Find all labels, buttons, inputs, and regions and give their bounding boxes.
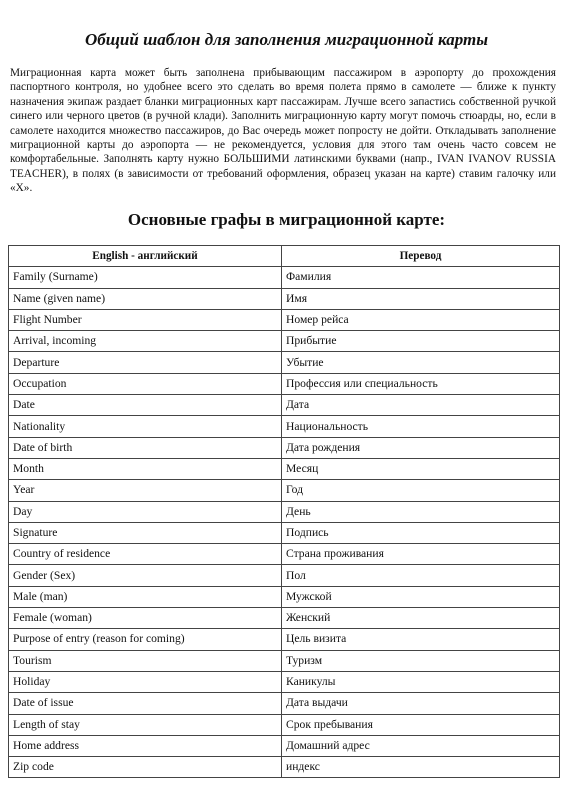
table-row [9,586,560,607]
table-row [9,309,560,330]
translation-cell: Дата [282,395,560,416]
table-row [9,331,560,352]
table-row [9,735,560,756]
translation-cell: Номер рейса [282,309,560,330]
english-term-cell: Female (woman) [9,608,282,629]
table-row [9,480,560,501]
table-row [9,522,560,543]
english-term-cell: Signature [9,522,282,543]
translation-cell: Туризм [282,650,560,671]
table-row [9,352,560,373]
translation-cell: Домашний адрес [282,735,560,756]
translation-cell: Дата выдачи [282,693,560,714]
table-body [9,267,560,778]
table-header-row [9,246,560,267]
table-row [9,416,560,437]
translation-cell: Срок пребывания [282,714,560,735]
english-term-cell: Nationality [9,416,282,437]
table-row [9,395,560,416]
translation-cell: Мужской [282,586,560,607]
translation-cell: Имя [282,288,560,309]
table-row [9,565,560,586]
translation-cell: Фамилия [282,267,560,288]
table-row [9,544,560,565]
table-row [9,458,560,479]
table-row [9,437,560,458]
english-term-cell: Tourism [9,650,282,671]
english-term-cell: Date of birth [9,437,282,458]
english-term-cell: Holiday [9,671,282,692]
table-row [9,757,560,778]
table-row [9,373,560,394]
english-term-cell: Year [9,480,282,501]
translation-cell: Убытие [282,352,560,373]
english-term-cell: Purpose of entry (reason for coming) [9,629,282,650]
column-header-translation: Перевод [282,246,560,267]
english-term-cell: Family (Surname) [9,267,282,288]
translation-cell: Цель визита [282,629,560,650]
english-term-cell: Date [9,395,282,416]
table-row [9,671,560,692]
column-header-english: English - английский [9,246,282,267]
english-term-cell: Day [9,501,282,522]
document-title: Общий шаблон для заполнения миграционной карты [84,30,488,49]
english-term-cell: Home address [9,735,282,756]
translation-cell: Каникулы [282,671,560,692]
translation-cell: Подпись [282,522,560,543]
table-row [9,288,560,309]
table-row [9,267,560,288]
english-term-cell: Occupation [9,373,282,394]
translation-cell: Профессия или специальность [282,373,560,394]
translation-cell: Женский [282,608,560,629]
table-row [9,693,560,714]
english-term-cell: Male (man) [9,586,282,607]
table-header [9,246,560,267]
translation-cell: Прибытие [282,331,560,352]
translation-table [8,245,560,778]
section-title: Основные графы в миграционной карте: [127,210,446,229]
english-term-cell: Departure [9,352,282,373]
translation-cell: День [282,501,560,522]
table-row [9,629,560,650]
translation-cell: Страна проживания [282,544,560,565]
translation-cell: Год [282,480,560,501]
english-term-cell: Gender (Sex) [9,565,282,586]
translation-cell: индекс [282,757,560,778]
english-term-cell: Month [9,458,282,479]
translation-cell: Месяц [282,458,560,479]
table-row [9,608,560,629]
table-row [9,501,560,522]
english-term-cell: Flight Number [9,309,282,330]
table-row [9,714,560,735]
translation-cell: Дата рождения [282,437,560,458]
table-row [9,650,560,671]
translation-cell: Национальность [282,416,560,437]
english-term-cell: Name (given name) [9,288,282,309]
english-term-cell: Arrival, incoming [9,331,282,352]
intro-paragraph: Миграционная карта может быть заполнена прибывающим пассажиром в аэропорту до прохождения паспортного контроля, но удобнее всего это сделать во время полета прямо в самолете — ближе к пункту назначения экипаж раздает бланки миграционных карт пассажирам. Лучше всего запастись собственной ручкой синего или черного цветов (в ручной клади). Заполнить миграционную карту могут помочь стюарды, но, если в самолете находится множество пассажиров, до Вас очередь может попросту не дойти. Откладывать заполнение миграционной карты до аэропорта — не рекомендуется, условия для этого там очень часто совсем не комфортабельные. Заполнять карту нужно БОЛЬШИМИ латинскими буквами (напр., IVAN IVANOV RUSSIA TEACHER), в полях (в зависимости от требований оформления, образец указан на карте) ставим галочку или «X». [10,67,556,195]
english-term-cell: Zip code [9,757,282,778]
english-term-cell: Length of stay [9,714,282,735]
english-term-cell: Date of issue [9,693,282,714]
english-term-cell: Country of residence [9,544,282,565]
translation-cell: Пол [282,565,560,586]
